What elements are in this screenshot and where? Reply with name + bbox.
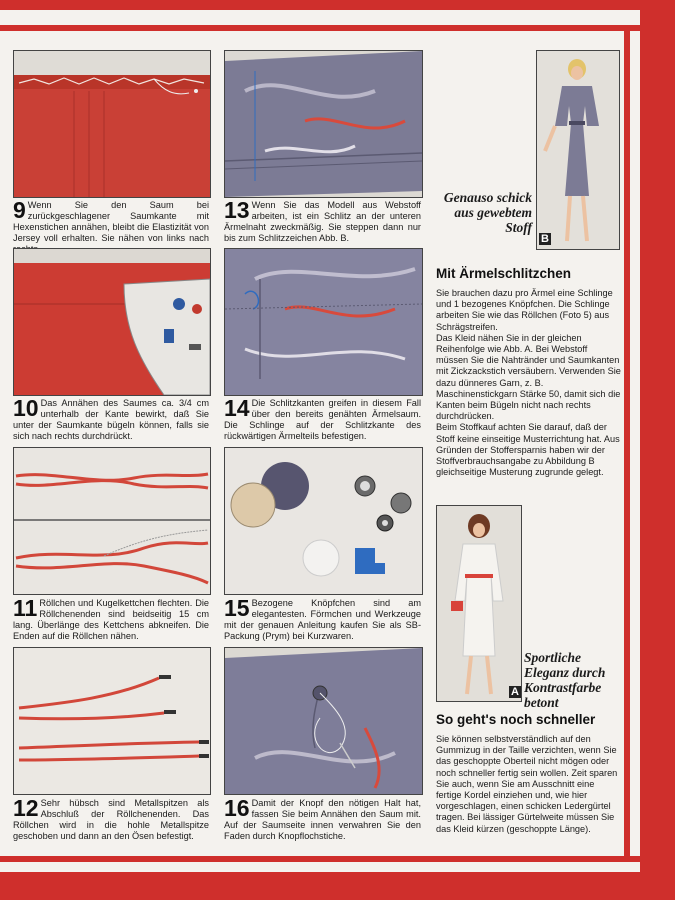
step-text: Röllchen und Kugelkettchen flechten. Die Röllchenenden sind beidseitig 15 cm lang. Überlänge des Kettchens abkneifen. Die Enden auf die Röllchen nähen. <box>13 598 209 641</box>
step-11-caption <box>13 595 209 642</box>
section-heading-sleeve-slit: Mit Ärmelschlitzchen <box>436 266 572 281</box>
step-number: 9 <box>13 197 26 223</box>
photo-model-a <box>436 505 522 702</box>
paragraph: Beim Stoffkauf achten Sie darauf, daß der Stoff keine einseitige Musterrichtung hat. Aus Gründen der Stoffersparnis haben wir der Stoffverbrauchsangabe zu Abbildung B gleichseitige Musterung zugrunde gelegt. <box>436 422 620 478</box>
step-number: 12 <box>13 795 39 821</box>
section-body-sleeve-slit <box>436 288 622 478</box>
step-10-caption <box>13 395 209 442</box>
paragraph: Sie brauchen dazu pro Ärmel eine Schlinge und 1 bezogenes Knöpfchen. Die Schlinge arbeiten Sie wie das Röllchen (Foto 5) aus Schrägstreifen. <box>436 288 613 332</box>
step-text: Das Annähen des Saumes ca. 3/4 cm unterhalb der Kante bewirkt, daß Sie unter der Saumkante bügeln können, falls sie sich nach rechts durchdrückt. <box>13 398 209 441</box>
step-number: 10 <box>13 395 39 421</box>
step-number: 16 <box>224 795 250 821</box>
step-13-caption <box>224 197 421 244</box>
section-body-faster <box>436 734 622 835</box>
step-15-caption <box>224 595 421 642</box>
photo-sewing-button <box>224 647 423 795</box>
step-text: Damit der Knopf den nötigen Halt hat, fassen Sie beim Annähen den Saum mit. Auf der Saumseite innen verwahren Sie den Faden durch Knopflochstiche. <box>224 798 421 841</box>
photo-b-letter: B <box>541 233 549 245</box>
border-stripe-bottom <box>0 872 640 900</box>
section-heading-faster: So geht's noch schneller <box>436 712 596 727</box>
photo-covered-buttons <box>224 447 423 595</box>
border-stripe-top-inner <box>0 25 640 31</box>
step-text: Wenn Sie den Saum bei zurückgeschlagener Saumkante mit Hexenstichen annähen, bleibt die Elastizität von Jersey voll erhalten. Sie nähen von links nach <box>13 200 209 243</box>
step-text: Bezogene Knöpfchen sind am elegantesten. Förmchen und Werkzeuge mit der genauen Anleitung kaufen Sie als SB-Packung (Prym) bei Kurzwaren. <box>224 598 421 641</box>
step-number: 13 <box>224 197 250 223</box>
step-number: 11 <box>13 595 38 621</box>
photo-braiding-cords <box>13 447 211 595</box>
photo-metal-tips <box>13 647 211 795</box>
photo-ironing-hem <box>13 248 211 396</box>
photo-slit-edges <box>224 248 423 396</box>
step-text: Sehr hübsch sind Metallspitzen als Abschluß der Röllchenenden. Das Röllchen wird in die hohle Metallspitze geschoben und dann an den Ösen befestigt. <box>13 798 209 841</box>
border-stripe-top <box>0 0 675 10</box>
step-text: Wenn Sie das Modell aus Webstoff arbeiten, ist ein Schlitz an der unteren Ärmelnaht zweckmäßig. Sie steppen dann nur bis zum Schlitzzeichen Abb. B. <box>224 200 421 243</box>
photo-sleeve-slit <box>224 50 423 198</box>
photo-a-caption: Sportliche Eleganz durch Kontrastfarbe betont <box>524 650 606 710</box>
paragraph: Sie können selbstverständlich auf den Gummizug in der Taille verzichten, wenn Sie das geschoppte Oberteil nicht mögen oder noch schneller fertig sein wollen. Zeit sparen Sie auch, wenn Sie am Ausschnitt eine fertige Kordel einziehen und, wie hier vorgeschlagen, einen schicken Ledergürtel tragen. Bei lässiger Gürtelweite müssen Sie das Kleid kürzen (geschoppte Länge). <box>436 734 618 834</box>
border-stripe-right-inner <box>624 31 630 856</box>
border-stripe-bottom-inner <box>0 856 640 862</box>
step-16-caption <box>224 795 421 842</box>
step-number: 15 <box>224 595 250 621</box>
step-9-caption <box>13 197 209 255</box>
border-stripe-right <box>640 0 675 900</box>
photo-a-letter: A <box>511 686 519 698</box>
step-14-caption <box>224 395 421 442</box>
step-12-caption <box>13 795 209 842</box>
step-text: Die Schlitzkanten greifen in diesem Fall über den bereits genähten Ärmelsaum. Die Schlinge auf der Schlitzkante des rückwärtigen Ärmelteils befestigen. <box>224 398 421 441</box>
step-number: 14 <box>224 395 250 421</box>
photo-hem-stitch <box>13 50 211 198</box>
paragraph: Das Kleid nähen Sie in der gleichen Reihenfolge wie Abb. A. Bei Webstoff müssen Sie die Nahtränder und Saumkanten mit Zickzackstich versäubern. Verwenden Sie dazu dünneres Garn, z. B. Maschinenstickgarn Stärke 50, damit sich die Kanten beim Bügeln nicht nach rechts durchdrücken. <box>436 332 621 422</box>
photo-model-b <box>536 50 620 250</box>
photo-b-caption: Genauso schick aus gewebtem Stoff <box>443 190 532 235</box>
